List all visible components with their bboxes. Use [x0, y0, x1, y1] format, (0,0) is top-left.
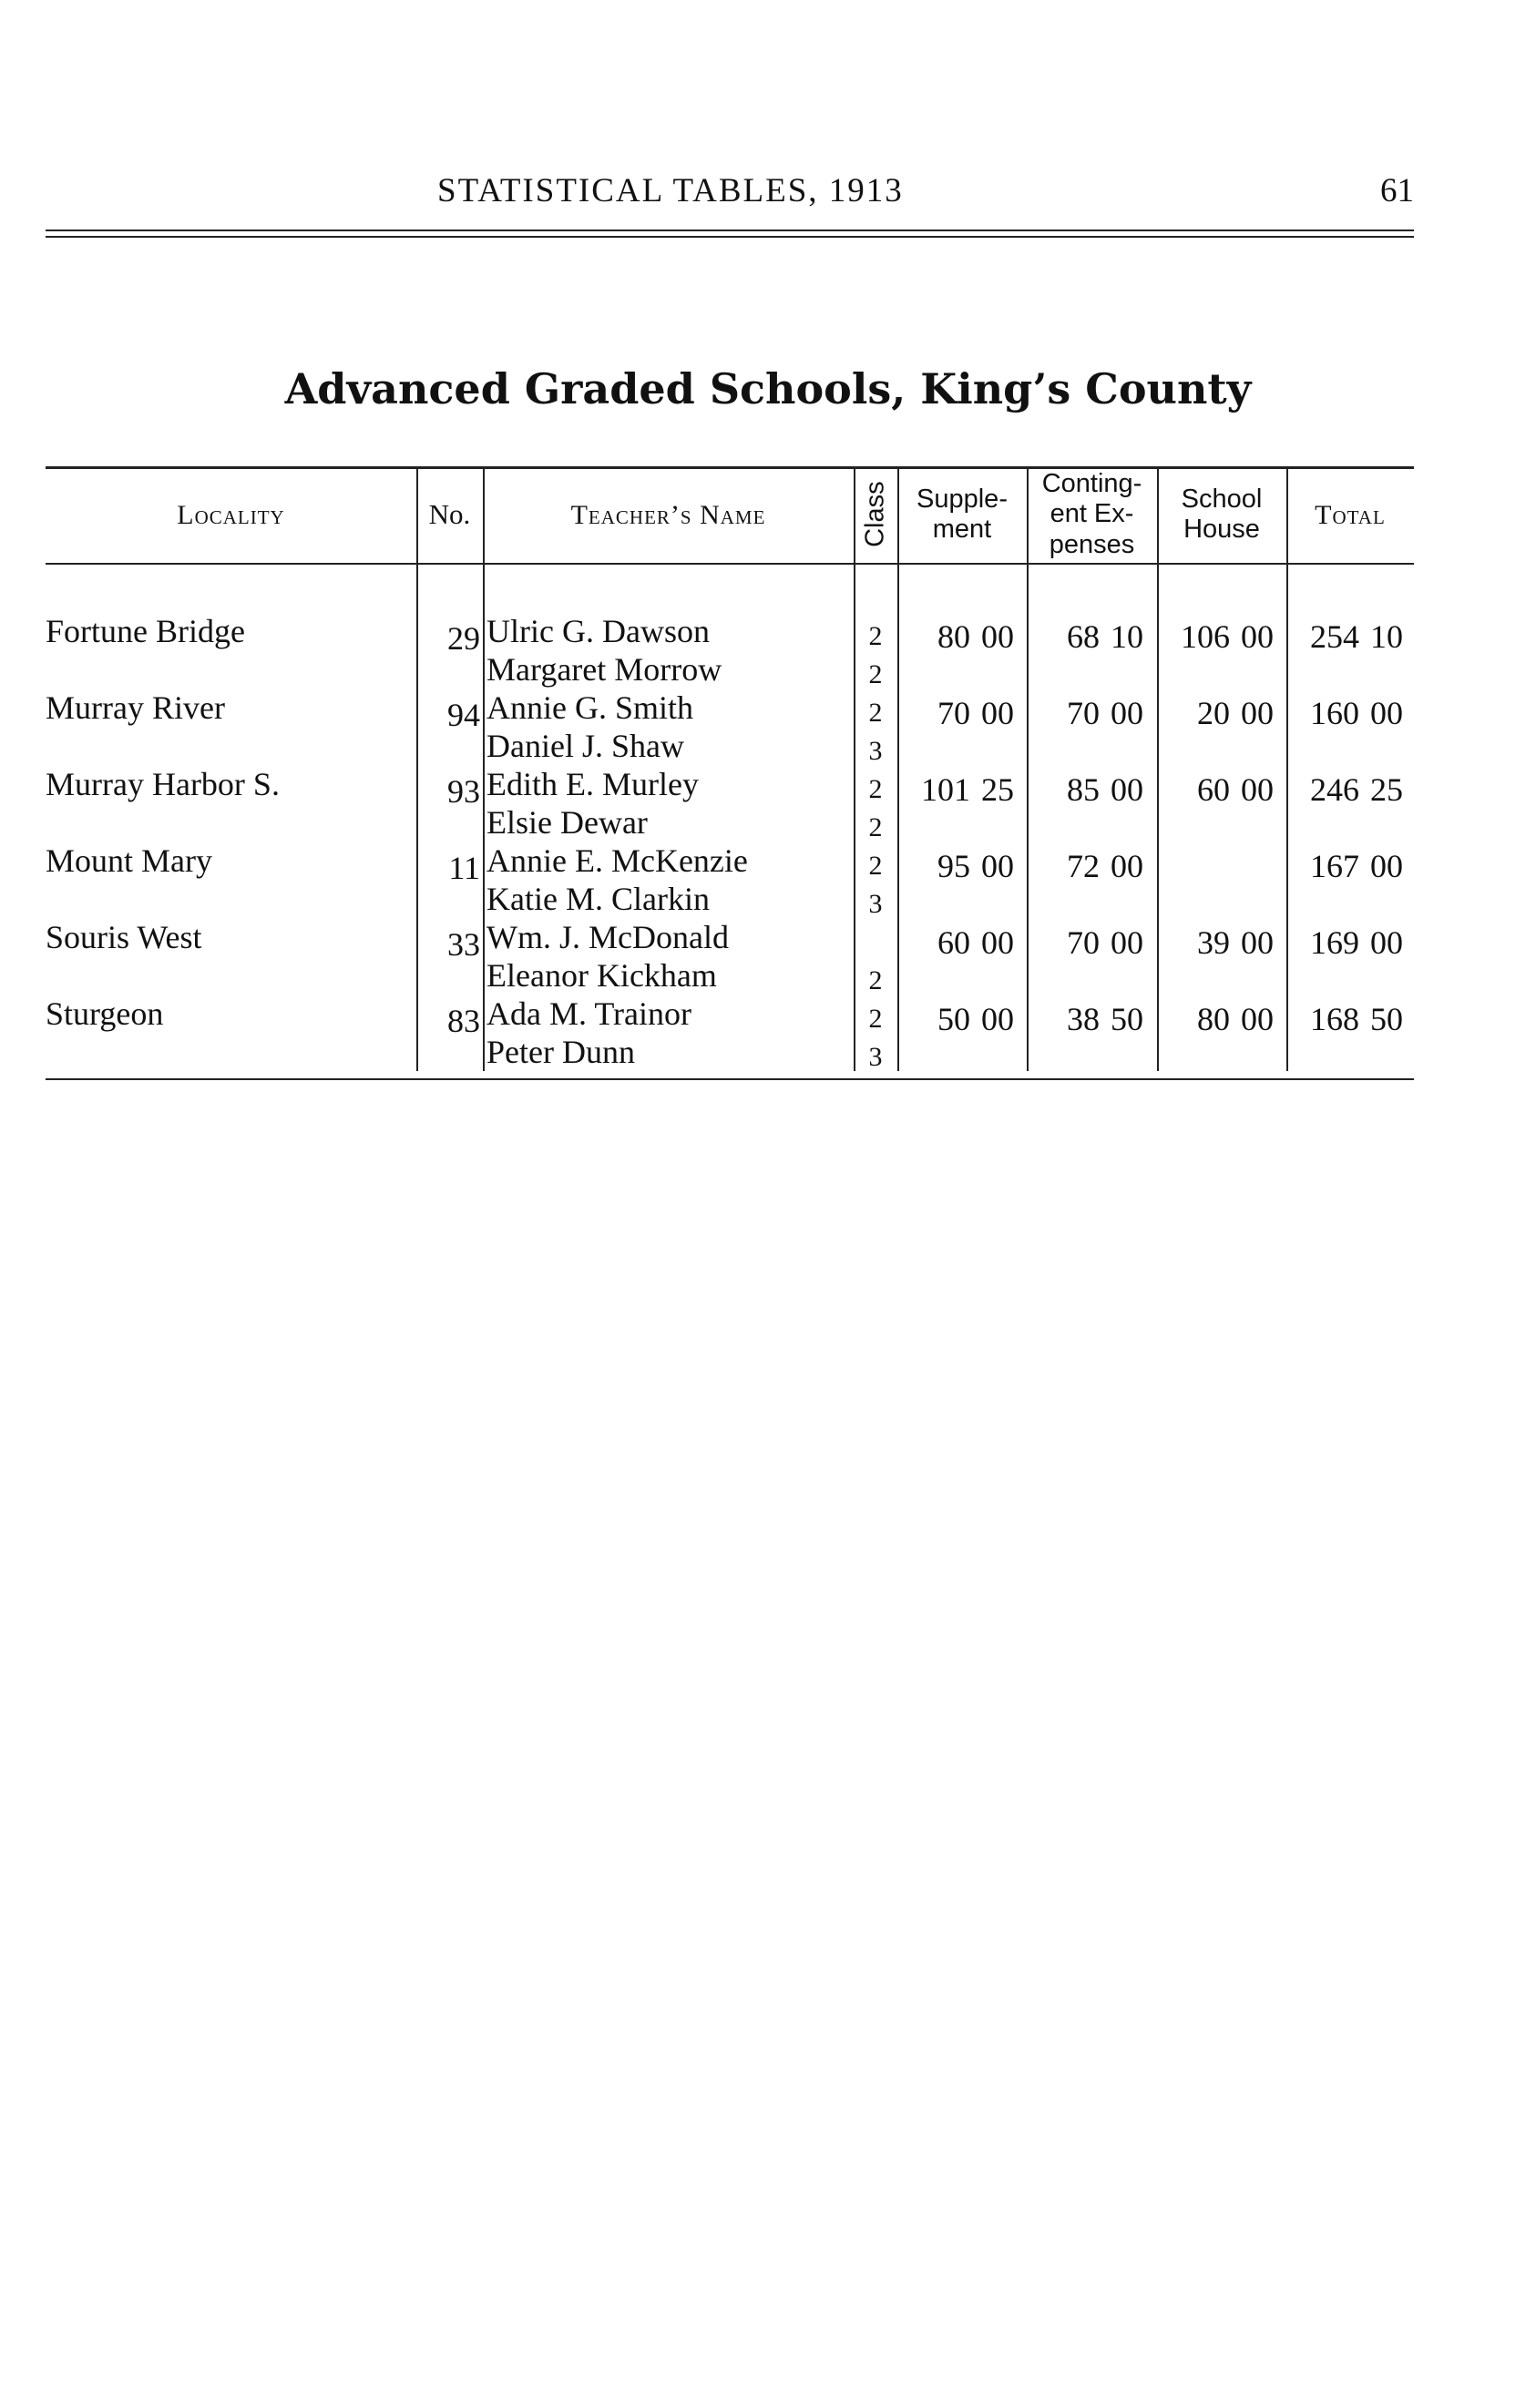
class-cell: 2	[868, 698, 883, 728]
supplement-cents-cell: 00	[981, 1001, 1014, 1037]
teacher-name-cell: Katie M. Clarkin	[486, 881, 710, 917]
header-total-text: Total	[1315, 499, 1386, 530]
table-bottom-rule	[46, 1078, 1414, 1080]
contingent-dollars-cell: 85	[1067, 771, 1100, 808]
header-bottom-rule	[46, 563, 1414, 565]
class-cell: 2	[868, 812, 883, 842]
header-school-house-line-2: House	[1183, 515, 1260, 544]
class-cell: 2	[868, 965, 883, 995]
teacher-name-cell: Wm. J. McDonald	[486, 919, 729, 955]
supplement-dollars-cell: 70	[937, 695, 970, 731]
school_house-cents-cell: 00	[1241, 924, 1274, 961]
header-teacher	[483, 466, 854, 563]
header-contingent-line-2: ent Ex-	[1050, 499, 1134, 529]
teacher-name-cell: Eleanor Kickham	[486, 957, 717, 994]
teacher-name-cell: Peter Dunn	[486, 1034, 635, 1070]
contingent-dollars-cell: 38	[1067, 1001, 1100, 1037]
supplement-dollars-cell: 101	[921, 771, 970, 808]
school-no-cell: 83	[447, 1003, 480, 1039]
total-cents-cell: 25	[1370, 771, 1403, 808]
total-cents-cell: 00	[1370, 924, 1403, 961]
header-supplement-line-2: ment	[932, 515, 992, 544]
supplement-cents-cell: 25	[981, 771, 1014, 808]
total-dollars-cell: 246	[1310, 771, 1359, 808]
locality-cell: Souris West	[46, 919, 202, 955]
total-dollars-cell: 254	[1310, 618, 1359, 655]
teacher-name-cell: Annie E. McKenzie	[486, 842, 748, 879]
total-cents-cell: 00	[1370, 695, 1403, 731]
supplement-cents-cell: 00	[981, 924, 1014, 961]
total-dollars-cell: 169	[1310, 924, 1359, 961]
school-no-cell: 33	[447, 926, 480, 963]
header-school-house	[1157, 466, 1286, 563]
header-supplement	[897, 466, 1027, 563]
total-cents-cell: 50	[1370, 1001, 1403, 1037]
school_house-dollars-cell: 80	[1197, 1001, 1230, 1037]
class-cell: 3	[868, 889, 883, 919]
locality-cell: Mount Mary	[46, 842, 212, 879]
locality-cell: Murray Harbor S.	[46, 766, 280, 802]
header-locality	[46, 466, 416, 563]
class-cell: 3	[868, 736, 883, 766]
total-cents-cell: 00	[1370, 848, 1403, 884]
header-school-house-line-1: School	[1181, 484, 1263, 514]
supplement-dollars-cell: 95	[937, 848, 970, 884]
supplement-cents-cell: 00	[981, 618, 1014, 655]
school-no-cell: 93	[447, 773, 480, 810]
teacher-name-cell: Margaret Morrow	[486, 651, 722, 688]
teacher-name-cell: Annie G. Smith	[486, 689, 694, 726]
header-locality-text: Locality	[177, 499, 285, 530]
school_house-dollars-cell: 106	[1181, 618, 1230, 655]
school_house-cents-cell: 00	[1241, 771, 1274, 808]
contingent-dollars-cell: 72	[1067, 848, 1100, 884]
header-total	[1286, 466, 1414, 563]
contingent-dollars-cell: 68	[1067, 618, 1100, 655]
class-cell: 2	[868, 659, 883, 689]
total-dollars-cell: 167	[1310, 848, 1359, 884]
contingent-cents-cell: 00	[1111, 695, 1143, 731]
header-no	[416, 466, 483, 563]
school_house-cents-cell: 00	[1241, 618, 1274, 655]
school-no-cell: 11	[448, 850, 480, 886]
supplement-cents-cell: 00	[981, 695, 1014, 731]
supplement-dollars-cell: 60	[937, 924, 970, 961]
teacher-name-cell: Daniel J. Shaw	[486, 728, 684, 764]
running-head	[0, 171, 1536, 217]
class-cell: 2	[868, 774, 883, 804]
school_house-dollars-cell: 20	[1197, 695, 1230, 731]
contingent-dollars-cell: 70	[1067, 695, 1100, 731]
head-rule-bottom	[46, 236, 1414, 238]
class-cell: 2	[868, 851, 883, 881]
class-cell: 3	[868, 1042, 883, 1072]
header-contingent-line-3: penses	[1049, 529, 1135, 559]
table-title: Advanced Graded Schools, King’s County	[284, 364, 1252, 413]
supplement-dollars-cell: 50	[937, 1001, 970, 1037]
contingent-cents-cell: 00	[1111, 848, 1143, 884]
supplement-dollars-cell: 80	[937, 618, 970, 655]
school_house-cents-cell: 00	[1241, 695, 1274, 731]
class-cell: 2	[868, 1004, 883, 1034]
contingent-dollars-cell: 70	[1067, 924, 1100, 961]
school_house-dollars-cell: 60	[1197, 771, 1230, 808]
teacher-name-cell: Ada M. Trainor	[486, 995, 692, 1032]
header-no-text: No.	[428, 497, 471, 530]
supplement-cents-cell: 00	[981, 848, 1014, 884]
header-teacher-text: Teacher’s Name	[570, 499, 766, 530]
contingent-cents-cell: 10	[1111, 618, 1143, 655]
header-supplement-line-1: Supple-	[916, 484, 1008, 514]
running-title: STATISTICAL TABLES, 1913	[437, 172, 904, 209]
school_house-cents-cell: 00	[1241, 1001, 1274, 1037]
contingent-cents-cell: 50	[1111, 1001, 1143, 1037]
teacher-name-cell: Edith E. Murley	[486, 766, 699, 802]
header-contingent-line-1: Conting-	[1041, 468, 1142, 498]
page-number: 61	[1380, 172, 1414, 209]
contingent-cents-cell: 00	[1111, 771, 1143, 808]
total-dollars-cell: 160	[1310, 695, 1359, 731]
contingent-cents-cell: 00	[1111, 924, 1143, 961]
header-class	[854, 466, 897, 563]
school_house-dollars-cell: 39	[1197, 924, 1230, 961]
header-class-text: Class	[860, 481, 890, 548]
locality-cell: Fortune Bridge	[46, 613, 245, 649]
locality-cell: Murray River	[46, 689, 225, 726]
total-cents-cell: 10	[1370, 618, 1403, 655]
locality-cell: Sturgeon	[46, 995, 164, 1032]
class-cell: 2	[868, 621, 883, 651]
school-no-cell: 94	[447, 697, 480, 733]
school-no-cell: 29	[447, 620, 480, 657]
header-contingent	[1027, 466, 1157, 563]
total-dollars-cell: 168	[1310, 1001, 1359, 1037]
teacher-name-cell: Elsie Dewar	[486, 804, 648, 841]
teacher-name-cell: Ulric G. Dawson	[486, 613, 710, 649]
head-rule-top	[46, 230, 1414, 231]
